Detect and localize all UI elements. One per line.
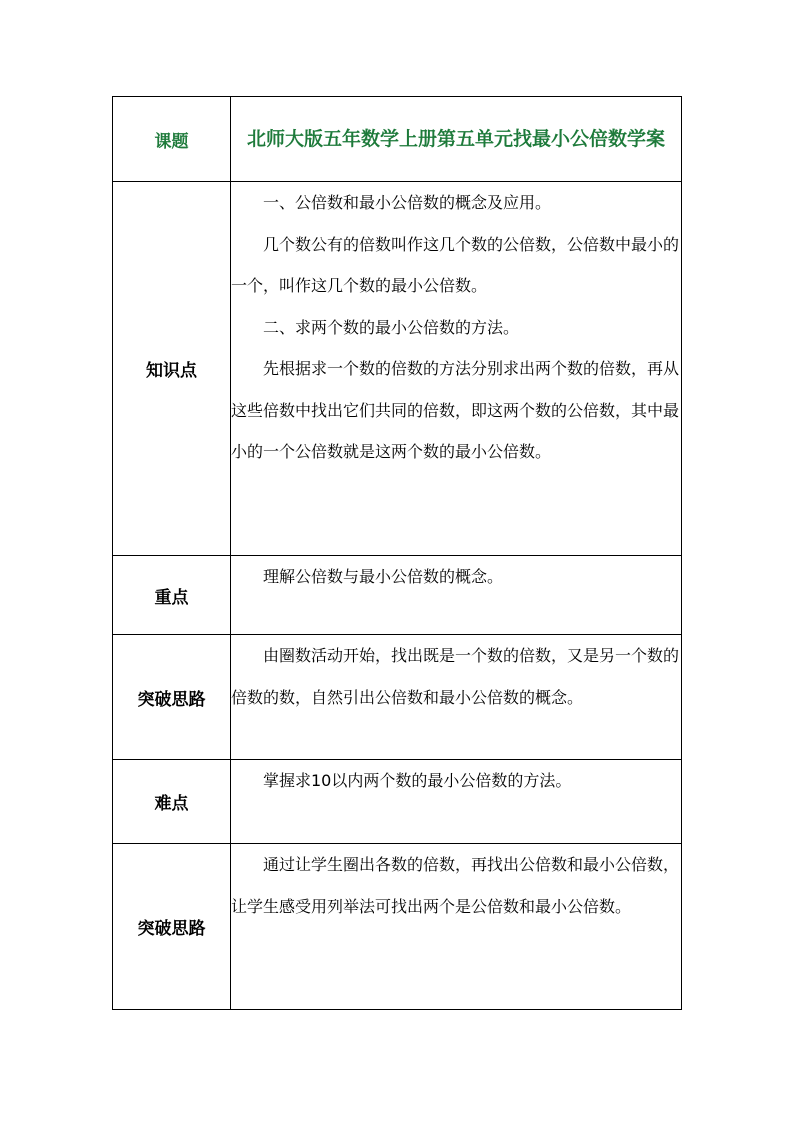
row-content-knowledge [231,182,682,556]
paragraph: 通过让学生圈出各数的倍数，再找出公倍数和最小公倍数，让学生感受用列举法可找出两个是公倍数和最小公倍数。 [231,855,680,916]
paragraph: 二、求两个数的最小公倍数的方法。 [263,317,520,337]
document-title: 北师大版五年数学上册第五单元找最小公倍数学案 [231,97,682,182]
row-content-key-point [231,556,682,635]
row-content-difficulty [231,760,682,844]
table-row-knowledge [113,182,682,556]
table-row-approach-1 [113,635,682,760]
row-label-knowledge: 知识点 [113,182,231,556]
table-row-difficulty [113,760,682,844]
row-label-difficulty: 难点 [113,760,231,844]
row-label-approach-2: 突破思路 [113,844,231,1010]
title-row [113,97,682,182]
lesson-plan-table [112,96,682,1010]
table-row-approach-2 [113,844,682,1010]
paragraph: 由圈数活动开始，找出既是一个数的倍数，又是另一个数的倍数的数，自然引出公倍数和最小公倍数的概念。 [231,646,680,707]
paragraph: 一、公倍数和最小公倍数的概念及应用。 [263,193,552,212]
paragraph: 先根据求一个数的倍数的方法分别求出两个数的倍数，再从这些倍数中找出它们共同的倍数，即这两个数的公倍数，其中最小的一个公倍数就是这两个数的最小公倍数。 [231,359,680,461]
title-label: 课题 [113,97,231,182]
row-content-approach-2 [231,844,682,1010]
paragraph: 掌握求10以内两个数的最小公倍数的方法。 [263,771,572,790]
paragraph: 几个数公有的倍数叫作这几个数的公倍数，公倍数中最小的一个，叫作这几个数的最小公倍数。 [231,234,680,295]
row-label-key-point: 重点 [113,556,231,635]
row-content-approach-1 [231,635,682,760]
row-label-approach-1: 突破思路 [113,635,231,760]
table-row-key-point [113,556,682,635]
paragraph: 理解公倍数与最小公倍数的概念。 [263,567,504,586]
